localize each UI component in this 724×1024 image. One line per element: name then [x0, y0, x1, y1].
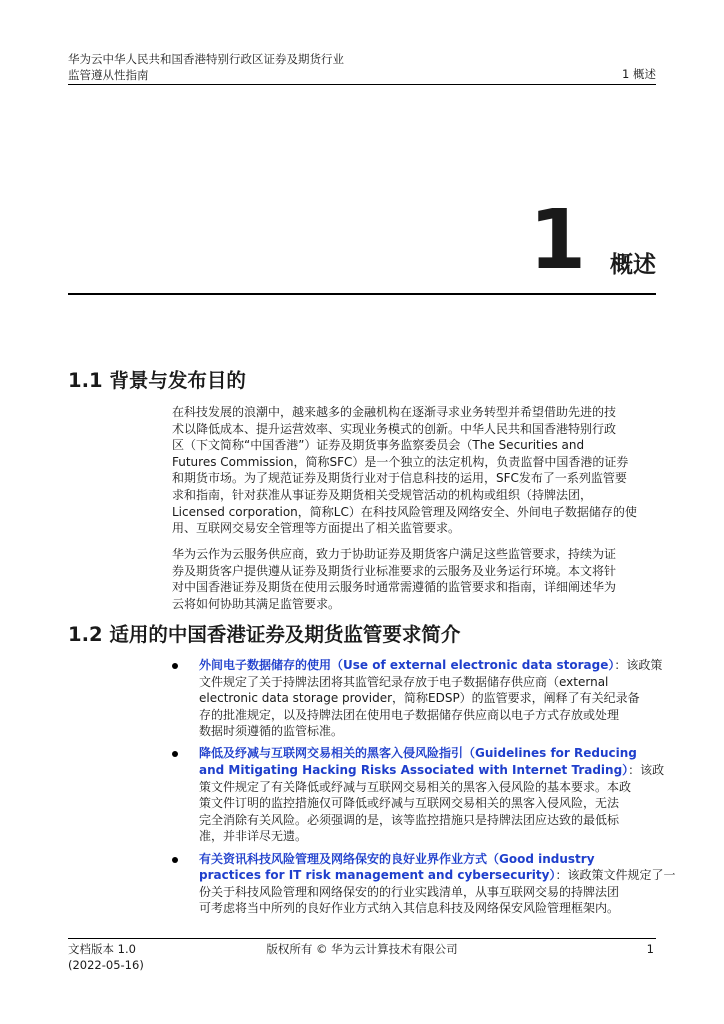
- header-chapter-ref: 1 概述: [622, 67, 656, 81]
- header-divider: [68, 84, 656, 85]
- running-header-title: [68, 52, 344, 83]
- text-line: 术以降低成本、提升运营效率、实现业务模式的创新。中华人民共和国香港特别行政: [172, 421, 617, 436]
- header-title-line1: 华为云中华人民共和国香港特别行政区证券及期货行业: [68, 52, 344, 66]
- section-1-1-paragraph-2: [172, 546, 656, 612]
- list-item-text: ：该政策: [614, 658, 663, 672]
- text-line: 区（下文简称“中国香港”）证券及期货事务监察委员会（The Securities and: [172, 438, 585, 453]
- text-line: 份关于科技风险管理和网络保安的的行业实践清单，从事互联网交易的持牌法团: [199, 884, 620, 899]
- text-line: 和期货市场。为了规范证券及期货行业对于信息科技的运用，SFC发布了一系列监管要: [172, 471, 627, 486]
- text-line: 求和指南，针对获准从事证券及期货相关受规管活动的机构或组织（持牌法团，: [172, 487, 593, 502]
- list-item-text: ：该政策文件规定了一: [555, 868, 676, 883]
- header-title-line2: 监管遵从性指南: [68, 67, 149, 82]
- footer-copyright: 版权所有 © 华为云计算技术有限公司: [266, 942, 458, 956]
- footer-divider: [68, 938, 656, 939]
- doc-date: (2022-05-16): [68, 958, 144, 972]
- text-line: 在科技发展的浪潮中，越来越多的金融机构在逐渐寻求业务转型并希望借助先进的技: [172, 405, 617, 419]
- regulation-link[interactable]: 有关资讯科技风险管理及网络保安的良好业界作业方式（Good industry: [199, 851, 595, 866]
- text-line: 可考虑将当中所列的良好作业方式纳入其信息科技及网络保安风险管理框架内。: [199, 901, 620, 916]
- regulation-list: [172, 657, 676, 922]
- page-number: 1: [646, 942, 654, 956]
- bullet-icon: [172, 751, 178, 757]
- list-item: [172, 851, 676, 917]
- chapter-divider: [68, 293, 656, 295]
- bullet-icon: [172, 663, 178, 669]
- doc-version: 文档版本 1.0: [68, 942, 136, 956]
- text-line: 券及期货客户提供遵从证券及期货行业标准要求的云服务及业务运行环境。本文将针: [172, 563, 617, 578]
- section-1-1-paragraph-1: [172, 404, 656, 537]
- bullet-icon: [172, 857, 178, 863]
- text-line: Licensed corporation，简称LC）在科技风险管理及网络安全、外间电子数据储存的使: [172, 504, 637, 519]
- text-line: electronic data storage provider，简称EDSP）的监管要求，阐释了有关纪录备: [199, 691, 640, 706]
- regulation-link[interactable]: practices for IT risk management and cybersecurity）: [199, 868, 556, 883]
- regulation-link[interactable]: and Mitigating Hacking Risks Associated with Internet Trading）: [199, 763, 629, 778]
- chapter-number: 1: [528, 193, 584, 288]
- regulation-link[interactable]: 外间电子数据储存的使用（Use of external electronic data storage）: [199, 658, 615, 672]
- text-line: 云将如何协助其满足监管要求。: [172, 596, 341, 611]
- text-line: 准，并非详尽无遗。: [199, 829, 308, 844]
- list-item: [172, 657, 663, 740]
- text-line: 华为云作为云服务供应商，致力于协助证券及期货客户满足这些监管要求，持续为证: [172, 547, 617, 561]
- text-line: 存的批准规定，以及持牌法团在使用电子数据储存供应商以电子方式存放或处理: [199, 707, 620, 722]
- text-line: 数据时须遵循的监管标准。: [199, 724, 344, 739]
- text-line: 策文件订明的监控措施仅可降低或纾减与互联网交易相关的黑客入侵风险，无法: [199, 796, 620, 811]
- section-1-1-title: 1.1 背景与发布目的: [68, 369, 246, 392]
- text-line: 文件规定了关于持牌法团将其监管纪录存放于电子数据储存供应商（external: [199, 674, 609, 689]
- list-item: [172, 745, 665, 845]
- text-line: 策文件规定了有关降低或纾减与互联网交易相关的黑客入侵风险的基本要求。本政: [199, 779, 632, 794]
- list-item-text: ：该政: [628, 763, 665, 778]
- text-line: 用、互联网交易安全管理等方面提出了相关监管要求。: [172, 521, 461, 536]
- chapter-title: 概述: [610, 252, 656, 278]
- regulation-link[interactable]: 降低及纾减与互联网交易相关的黑客入侵风险指引（Guidelines for Reducing: [199, 746, 637, 761]
- text-line: 对中国香港证券及期货在使用云服务时通常需遵循的监管要求和指南，详细阐述华为: [172, 580, 617, 595]
- section-1-2-title: 1.2 适用的中国香港证券及期货监管要求简介: [68, 623, 461, 646]
- text-line: 完全消除有关风险。必须强调的是，该等监控措施只是持牌法团应达致的最低标: [199, 812, 620, 827]
- text-line: Futures Commission，简称SFC）是一个独立的法定机构，负责监督中国香港的证券: [172, 454, 629, 469]
